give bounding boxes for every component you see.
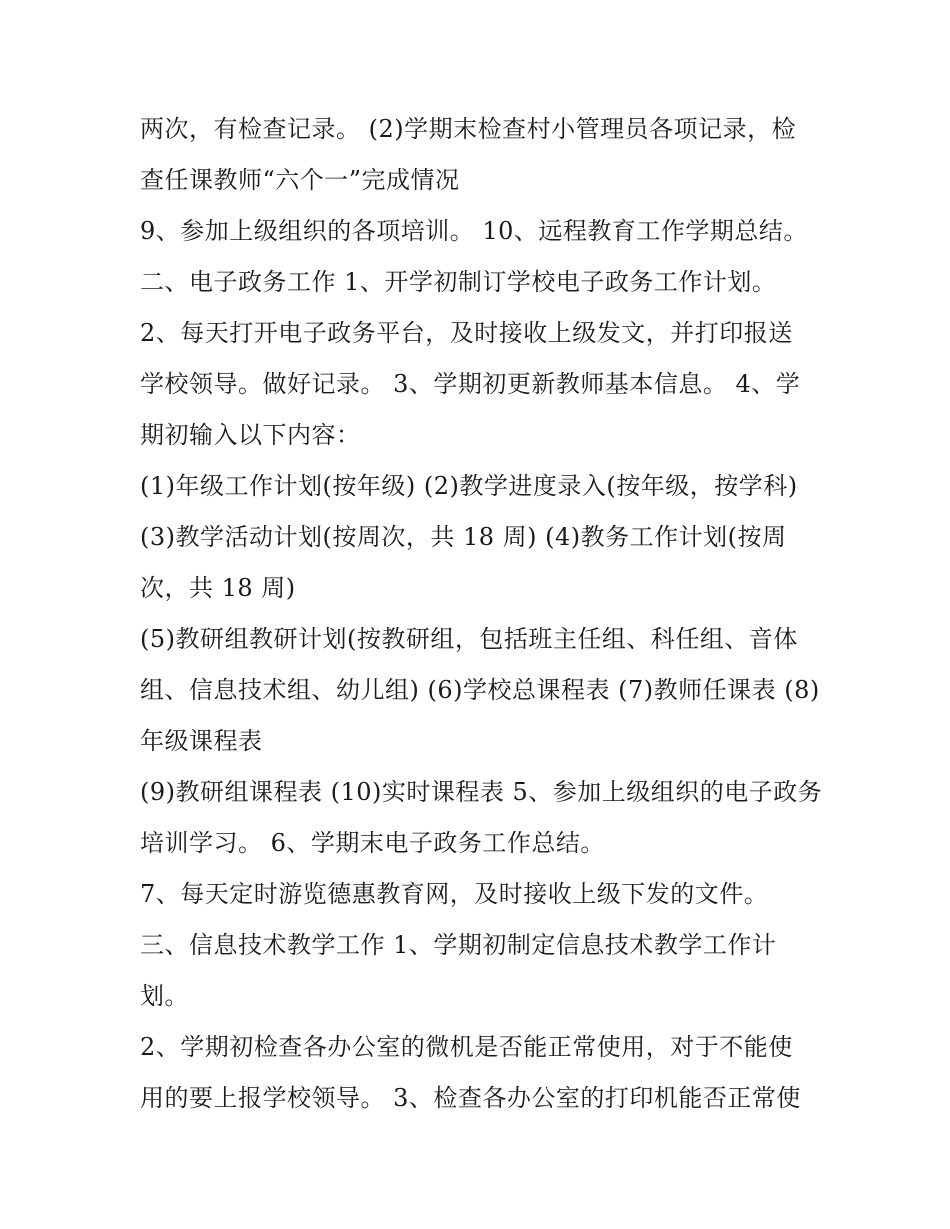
text-line: 年级课程表 <box>140 727 263 755</box>
text-line: (5)教研组教研计划(按教研组，包括班主任组、科任组、音体 <box>140 625 798 653</box>
text-line: 7、每天定时游览德惠教育网，及时接收上级下发的文件。 <box>140 880 769 908</box>
text-line: 9、参加上级组织的各项培训。 10、远程教育工作学期总结。 <box>140 217 808 245</box>
text-line: 培训学习。 6、学期末电子政务工作总结。 <box>140 829 605 857</box>
text-line: (1)年级工作计划(按年级) (2)教学进度录入(按年级，按学科) <box>140 472 798 500</box>
text-line: (3)教学活动计划(按周次，共 18 周) (4)教务工作计划(按周 <box>140 523 787 551</box>
text-line: 两次，有检查记录。 (2)学期末检查村小管理员各项记录，检 <box>140 115 797 143</box>
text-line: (9)教研组课程表 (10)实时课程表 5、参加上级组织的电子政务 <box>140 778 823 806</box>
text-line: 2、学期初检查各办公室的微机是否能正常使用，对于不能使 <box>140 1033 793 1061</box>
text-line: 用的要上报学校领导。 3、检查各办公室的打印机能否正常使 <box>140 1084 801 1112</box>
document-body <box>140 104 823 1124</box>
text-line: 组、信息技术组、幼儿组) (6)学校总课程表 (7)教师任课表 (8) <box>140 676 820 704</box>
text-line: 查任课教师“六个一”完成情况 <box>140 166 460 194</box>
text-line: 2、每天打开电子政务平台，及时接收上级发文，并打印报送 <box>140 319 793 347</box>
text-line: 学校领导。做好记录。 3、学期初更新教师基本信息。 4、学 <box>140 370 801 398</box>
text-line: 期初输入以下内容： <box>140 421 361 449</box>
text-line: 次，共 18 周) <box>140 574 296 602</box>
text-line: 划。 <box>140 982 189 1010</box>
text-line: 三、信息技术教学工作 1、学期初制定信息技术教学工作计 <box>140 931 777 959</box>
text-line: 二、电子政务工作 1、开学初制订学校电子政务工作计划。 <box>140 268 777 296</box>
